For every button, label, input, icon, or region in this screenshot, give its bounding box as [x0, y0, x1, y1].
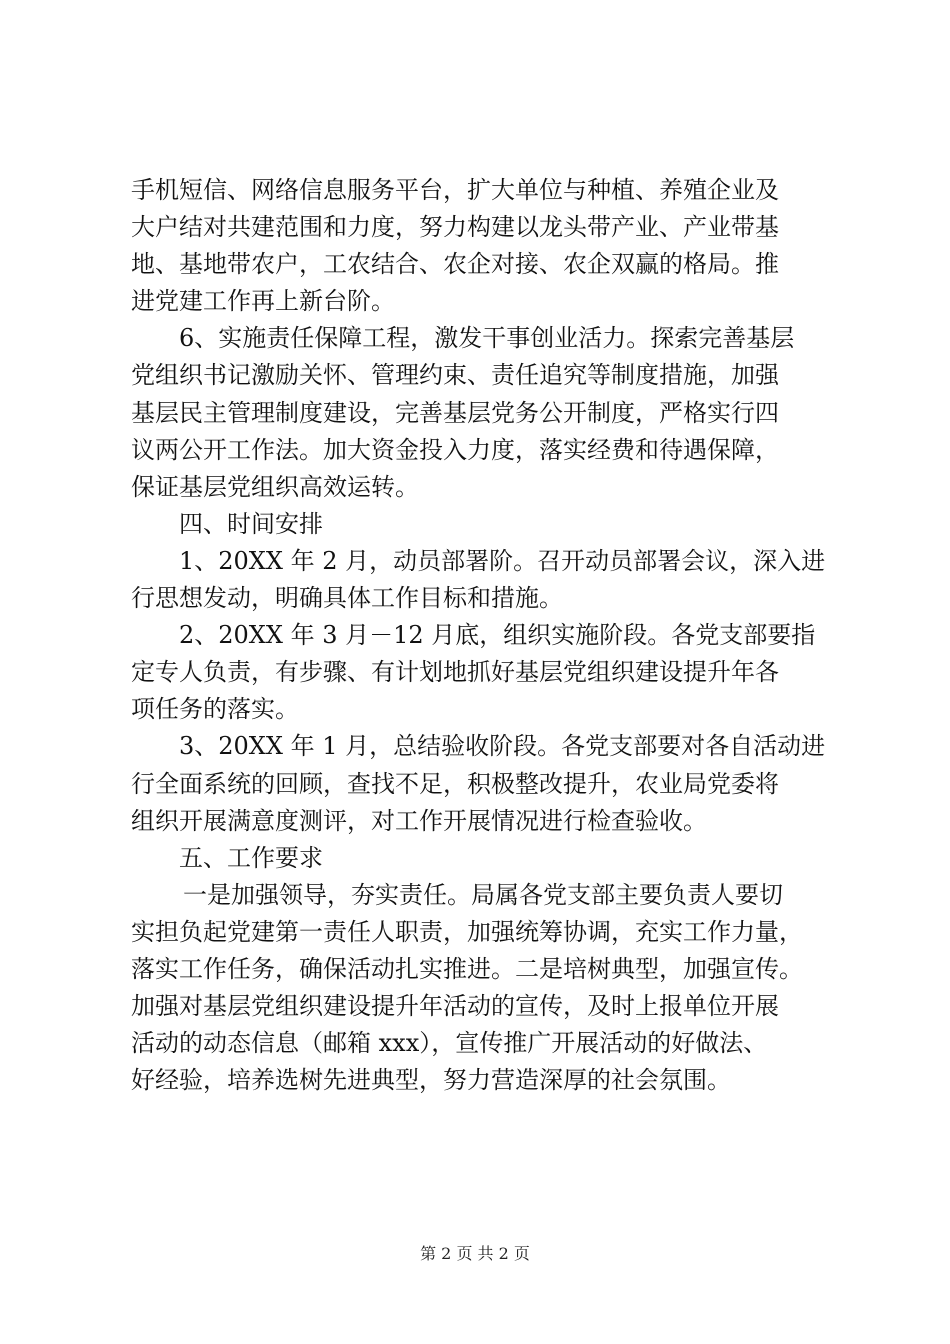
- text-line: 组织开展满意度测评，对工作开展情况进行检查验收。: [131, 806, 707, 835]
- text-line: 6、实施责任保障工程，激发干事创业活力。探索完善基层: [179, 324, 795, 353]
- text-line: 活动的动态信息（邮箱 xxx），宣传推广开展活动的好做法、: [131, 1029, 768, 1058]
- section-heading: 五、工作要求: [179, 843, 323, 872]
- text-line: 1、20XX 年 2 月，动员部署阶。召开动员部署会议，深入进: [179, 546, 826, 575]
- text-line: 行全面系统的回顾，查找不足，积极整改提升，农业局党委将: [131, 769, 779, 798]
- text-line: 项任务的落实。: [131, 695, 299, 724]
- text-line: 行思想发动，明确具体工作目标和措施。: [131, 584, 563, 613]
- text-line: 一是加强领导，夯实责任。局属各党支部主要负责人要切: [183, 880, 783, 909]
- text-line: 保证基层党组织高效运转。: [131, 472, 419, 501]
- text-line: 党组织书记激励关怀、管理约束、责任追究等制度措施，加强: [131, 361, 779, 390]
- section-heading: 四、时间安排: [179, 509, 323, 538]
- text-line: 落实工作任务，确保活动扎实推进。二是培树典型，加强宣传。: [131, 954, 803, 983]
- page-number: 第 2 页 共 2 页: [420, 1244, 530, 1263]
- text-line: 好经验，培养选树先进典型，努力营造深厚的社会氛围。: [131, 1066, 731, 1095]
- text-line: 2、20XX 年 3 月－12 月底，组织实施阶段。各党支部要指: [179, 621, 816, 650]
- text-line: 3、20XX 年 1 月，总结验收阶段。各党支部要对各自活动进: [179, 732, 826, 761]
- text-line: 加强对基层党组织建设提升年活动的宣传，及时上报单位开展: [131, 992, 779, 1021]
- document-body: [131, 172, 835, 1099]
- text-line: 地、基地带农户，工农结合、农企对接、农企双赢的格局。推: [131, 250, 779, 279]
- text-line: 基层民主管理制度建设，完善基层党务公开制度，严格实行四: [131, 398, 779, 427]
- text-line: 大户结对共建范围和力度，努力构建以龙头带产业、产业带基: [131, 213, 779, 242]
- text-line: 实担负起党建第一责任人职责，加强统筹协调，充实工作力量，: [131, 917, 803, 946]
- text-line: 进党建工作再上新台阶。: [131, 287, 395, 316]
- text-line: 手机短信、网络信息服务平台，扩大单位与种植、养殖企业及: [131, 176, 779, 204]
- text-line: 定专人负责，有步骤、有计划地抓好基层党组织建设提升年各: [131, 658, 779, 687]
- text-line: 议两公开工作法。加大资金投入力度，落实经费和待遇保障，: [131, 435, 779, 464]
